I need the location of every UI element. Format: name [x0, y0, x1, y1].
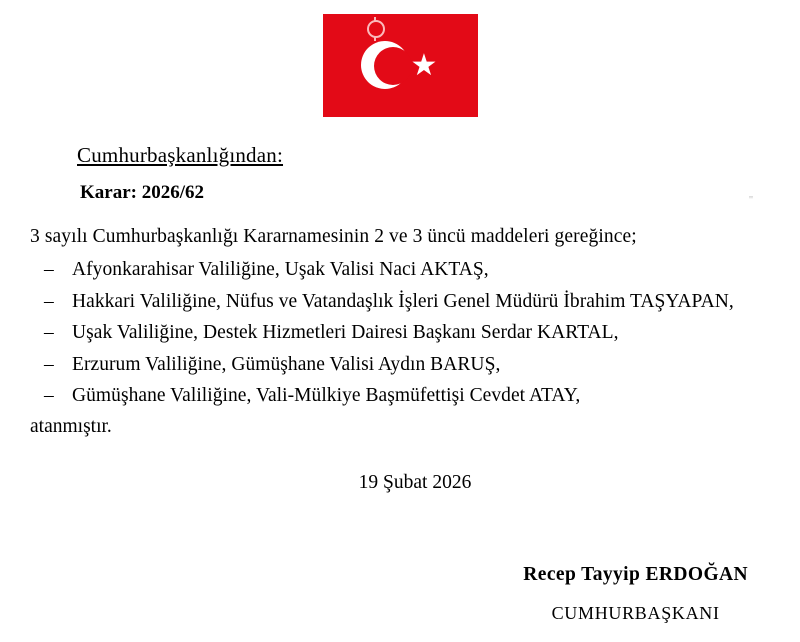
- list-item-text: Hakkari Valiliğine, Nüfus ve Vatandaşlık İşleri Genel Müdürü İbrahim TAŞYAPAN,: [72, 290, 734, 312]
- list-item: [30, 380, 770, 412]
- signatory-name: Recep Tayyip ERDOĞAN: [523, 564, 748, 585]
- list-item-text: Afyonkarahisar Valiliğine, Uşak Valisi Naci AKTAŞ,: [72, 259, 489, 280]
- stray-mark: '': [749, 194, 753, 206]
- list-item-text: Uşak Valiliğine, Destek Hizmetleri Dairesi Başkanı Serdar KARTAL,: [72, 322, 619, 344]
- signatory-title: CUMHURBAŞKANI: [551, 603, 720, 623]
- closing-line: atanmıştır.: [30, 415, 112, 437]
- intro-paragraph: 3 sayılı Cumhurbaşkanlığı Kararnamesinin 2 ve 3 üncü maddeleri gereğince;: [30, 226, 637, 247]
- list-item: [30, 317, 770, 349]
- document-body: [0, 117, 800, 494]
- list-item: [30, 254, 770, 286]
- decision-number: Karar: 2026/62: [80, 182, 205, 203]
- bullet-dash: –: [44, 259, 54, 280]
- turkish-flag-icon: [323, 14, 478, 117]
- appointments-list: [30, 254, 770, 412]
- issuer-heading: Cumhurbaşkanlığından:: [77, 143, 284, 167]
- flag-emblem-mark: [367, 20, 385, 38]
- star-icon: ★: [410, 49, 438, 82]
- list-item-text: Erzurum Valiliğine, Gümüşhane Valisi Aydın BARUŞ,: [72, 353, 501, 375]
- list-item: [30, 286, 770, 318]
- signature-block: [523, 564, 748, 624]
- list-item: [30, 349, 770, 381]
- bullet-dash: –: [44, 290, 54, 312]
- crescent-inner-shape: [374, 47, 412, 85]
- list-item-text: Gümüşhane Valiliğine, Vali-Mülkiye Başmüfettişi Cevdet ATAY,: [72, 385, 581, 407]
- flag-container: [0, 0, 800, 117]
- bullet-dash: –: [44, 385, 54, 407]
- document-date: 19 Şubat 2026: [358, 471, 472, 493]
- bullet-dash: –: [44, 353, 54, 375]
- bullet-dash: –: [44, 322, 54, 344]
